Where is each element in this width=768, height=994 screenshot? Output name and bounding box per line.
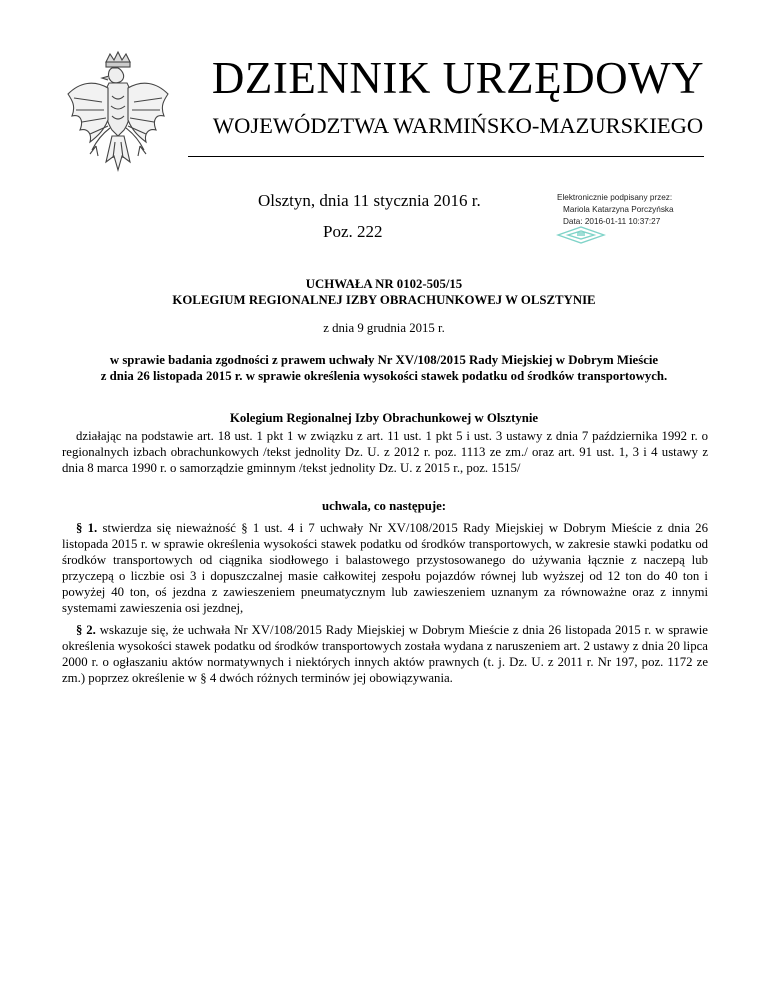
polish-eagle-emblem-icon [62,50,174,178]
section-2-text: wskazuje się, że uchwała Nr XV/108/2015 Rady Miejskiej w Dobrym Mieście z dnia 26 listopada 2015 r. w sprawie określenia wysokości stawek podatku od środków transportowych została wydana z naruszeniem art. 2 ustawy z dnia 20 lipca 2000 r. o ogłaszaniu aktów normatywnych i niektórych innych aktów prawnych (t. j. Dz. U. z 2011 r. Nr 197, poz. 1172 ze zm.) poprzez określenie w § 4 dwóch różnych terminów jej obowiązywania. [62,623,708,685]
subject-line-1: w sprawie badania zgodności z prawem uchwały Nr XV/108/2015 Rady Miejskiej w Dobrym Mieście [109,353,659,367]
section-2-number: § 2. [76,623,96,637]
section-1 [62,520,708,616]
subject-line-2: z dnia 26 listopada 2015 r. w sprawie określenia wysokości stawek podatku od środków transportowych. [100,369,668,383]
journal-subtitle: WOJEWÓDZTWA WARMIŃSKO-MAZURSKIEGO [212,113,704,138]
issuer-name: KOLEGIUM REGIONALNEJ IZBY OBRACHUNKOWEJ W OLSZTYNIE [172,293,596,307]
resolution-date: z dnia 9 grudnia 2015 r. [323,321,445,335]
section-2 [62,622,708,686]
resolves-line: uchwala, co następuje: [321,499,447,513]
preamble-paragraph: działając na podstawie art. 18 ust. 1 pkt 1 w związku z art. 11 ust. 1 pkt 5 i ust. 3 ustawy z dnia 7 października 1992 r. o regionalnych izbach obrachunkowych /tekst jednolity Dz. U. z 2012 r. poz. 1113 ze zm./ oraz art. 91 ust. 1, 3 i 4 ustawy z dnia 8 marca 1990 r. o samorządzie gminnym /tekst jednolity Dz. U. z 2015 r., poz. 1515/ [62,429,708,475]
place-date: Olsztyn, dnia 11 stycznia 2016 r. [258,191,481,210]
signature-line-3: Data: 2016-01-11 10:37:27 [563,217,661,226]
header-divider [188,156,704,157]
section-1-number: § 1. [76,521,98,535]
body-heading: Kolegium Regionalnej Izby Obrachunkowej w Olsztynie [229,411,539,425]
signature-mark-icon [556,226,606,244]
signature-line-1: Elektronicznie podpisany przez: [557,193,673,202]
electronic-signature [557,192,727,228]
resolution-title: UCHWAŁA NR 0102-505/15 [305,277,463,291]
position-number: Poz. 222 [323,222,383,241]
journal-title: DZIENNIK URZĘDOWY [211,53,705,103]
section-1-text: stwierdza się nieważność § 1 ust. 4 i 7 uchwały Nr XV/108/2015 Rady Miejskiej w Dobrym Mieście z dnia 26 listopada 2015 r. w sprawie określenia wysokości stawek podatku od środków transportowych, w zakresie stawki podatku od środków transportowych od ciągnika siodłowego i balastowego przystosowanego do używania łącznie z naczepą lub przyczepą o liczbie osi 3 i dopuszczalnej masie całkowitej zespołu pojazdów równej lub wyższej od 12 ton do 40 ton i powyżej 40 ton, oś jezdna z zawieszeniem pneumatycznym lub zawieszeniem uznanym za równoważne oraz z innymi systemami zawieszenia osi jezdnej, [62,521,708,615]
signature-line-2: Mariola Katarzyna Porczyńska [563,205,674,214]
